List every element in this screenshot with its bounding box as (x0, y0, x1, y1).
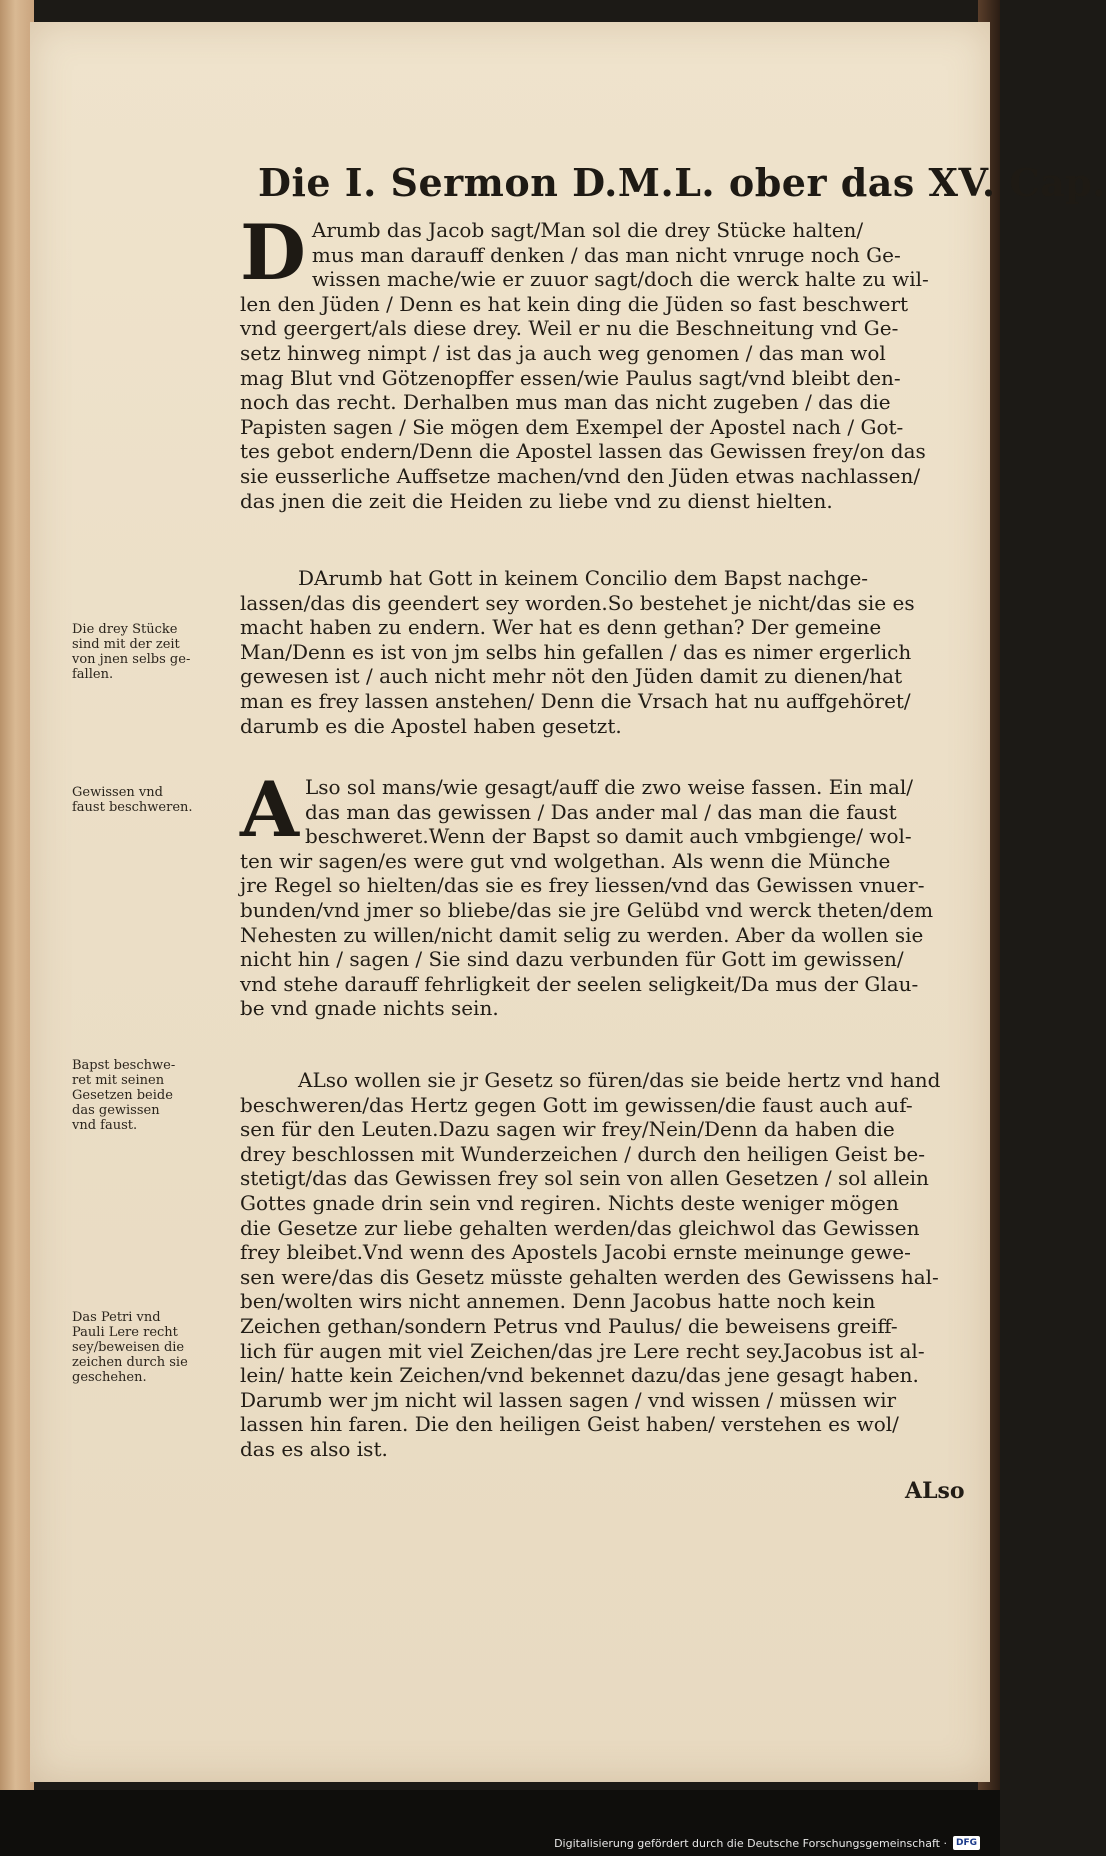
text-line: macht haben zu endern. Wer hat es denn gethan? Der gemeine (240, 615, 882, 640)
text-line: Zeichen gethan/sondern Petrus vnd Paulus/ die beweisens greiff- (240, 1313, 898, 1338)
text-line: tes gebot endern/Denn die Apostel lassen das Gewissen frey/on das (240, 439, 926, 464)
text-line: ALso wollen sie jr Gesetz so füren/das sie beide hertz vnd hand (298, 1068, 941, 1092)
text-line: die Gesetze zur liebe gehalten werden/das gleichwol das Gewissen (240, 1215, 920, 1240)
text-line: Lso sol mans/wie gesagt/auff die zwo weise fassen. Ein mal/ (304, 775, 914, 799)
catchword: ALso (905, 1478, 965, 1504)
text-line: darumb es die Apostel haben gesetzt. (240, 713, 622, 738)
margin-note-line: von jnen selbs ge- (72, 652, 191, 667)
margin-note-line: faust beschweren. (72, 800, 193, 815)
text-line: be vnd gnade nichts sein. (240, 996, 499, 1021)
text-line: lich für augen mit viel Zeichen/das jre Lere recht sey.Jacobus ist al- (240, 1338, 925, 1363)
margin-note-line: geschehen. (72, 1370, 147, 1385)
margin-note-line: sey/beweisen die (72, 1340, 185, 1355)
text-line: Papisten sagen / Sie mögen dem Exempel der Apostel nach / Got- (240, 414, 904, 439)
margin-note-line: Gesetzen beide (72, 1088, 173, 1103)
margin-note-line: zeichen durch sie (72, 1355, 188, 1370)
margin-note-1 (72, 622, 240, 682)
text-line: das es also ist. (240, 1436, 388, 1461)
paragraph-1 (240, 208, 960, 513)
text-line: Gottes gnade drin sein vnd regiren. Nichts deste weniger mögen (240, 1190, 899, 1215)
text-line: bunden/vnd jmer so bliebe/das sie jre Gelübd vnd werck theten/dem (240, 897, 934, 922)
text-line: Man/Denn es ist von jm selbs hin gefallen / das es nimer ergerlich (240, 639, 912, 664)
margin-note-line: vnd faust. (72, 1118, 138, 1133)
text-line: Arumb das Jacob sagt/Man sol die drey Stücke halten/ (311, 218, 864, 242)
margin-note-line: Das Petri vnd (72, 1310, 161, 1325)
text-line: sen were/das dis Gesetz müsste gehalten werden des Gewissens hal- (240, 1264, 939, 1289)
text-line: ten wir sagen/es were gut vnd wolgethan. Als wenn die Münche (240, 848, 891, 873)
text-line: setz hinweg nimpt / ist das ja auch weg genomen / das man wol (240, 340, 886, 365)
text-line: vnd stehe darauff fehrligkeit der seelen seligkeit/Da mus der Glau- (240, 971, 919, 996)
text-line: lassen hin faren. Die den heiligen Geist haben/ verstehen es wol/ (240, 1412, 899, 1437)
text-line: ben/wolten wirs nicht annemen. Denn Jacobus hatte noch kein (240, 1289, 876, 1314)
text-line: das man das gewissen / Das ander mal / das man die faust (304, 799, 897, 824)
text-line: sen für den Leuten.Dazu sagen wir frey/Nein/Denn da haben die (240, 1117, 895, 1142)
margin-note-3 (72, 1058, 240, 1133)
text-line: Nehesten zu willen/nicht damit selig zu werden. Aber da wollen sie (240, 922, 924, 947)
margin-note-line: Die drey Stücke (72, 622, 178, 637)
margin-note-2 (72, 785, 240, 815)
dfg-logo-icon: DFG (953, 1836, 980, 1850)
page-edge-left (0, 0, 34, 1790)
text-line: gewesen ist / auch nicht mehr nöt den Jüden damit zu dienen/hat (240, 664, 903, 689)
text-line: das jnen die zeit die Heiden zu liebe vnd zu dienst hielten. (240, 488, 833, 513)
paragraph-3 (240, 765, 960, 1021)
text-line: nicht hin / sagen / Sie sind dazu verbunden für Gott im gewissen/ (240, 947, 904, 972)
margin-note-4 (72, 1310, 240, 1385)
text-line: sie eusserliche Auffsetze machen/vnd den Jüden etwas nachlassen/ (240, 463, 921, 488)
margin-note-line: fallen. (72, 667, 114, 682)
text-line: beschweren/das Hertz gegen Gott im gewissen/die faust auch auf- (240, 1092, 913, 1117)
text-line: drey beschlossen mit Wunderzeichen / durch den heiligen Geist be- (240, 1141, 925, 1166)
text-line: Darumb wer jm nicht wil lassen sagen / vnd wissen / müssen wir (240, 1387, 897, 1412)
text-line: vnd geergert/als diese drey. Weil er nu die Beschneitung vnd Ge- (240, 316, 899, 341)
text-line: man es frey lassen anstehen/ Denn die Vrsach hat nu auffgehöret/ (240, 688, 911, 713)
text-line: wissen mache/wie er zuuor sagt/doch die werck halte zu wil- (311, 267, 929, 292)
text-line: DArumb hat Gott in keinem Concilio dem Bapst nachge- (298, 566, 869, 590)
text-line: lein/ hatte kein Zeichen/vnd bekennet dazu/das jene gesagt haben. (240, 1363, 919, 1388)
text-line: noch das recht. Derhalben mus man das nicht zugeben / das die (240, 390, 891, 415)
paragraph-2 (240, 566, 960, 738)
text-line: mag Blut vnd Götzenopffer essen/wie Paulus sagt/vnd bleibt den- (240, 365, 901, 390)
scanner-bottom-band (0, 1790, 1000, 1856)
margin-note-line: Pauli Lere recht (72, 1325, 178, 1340)
dropcap: A (240, 765, 299, 854)
text-line: stetigt/das das Gewissen frey sol sein von allen Gesetzen / sol allein (240, 1166, 929, 1191)
text-line: len den Jüden / Denn es hat kein ding die Jüden so fast beschwert (240, 291, 909, 316)
margin-note-line: Gewissen vnd (72, 785, 163, 800)
paragraph-4 (240, 1068, 960, 1462)
running-title: Die I. Sermon D.M.L. ober das XV. Cap. (258, 160, 1106, 205)
dropcap: D (240, 208, 306, 297)
margin-note-line: das gewissen (72, 1103, 160, 1118)
text-line: mus man darauff denken / das man nicht vnruge noch Ge- (311, 242, 901, 267)
text-line: jre Regel so hielten/das sie es frey liessen/vnd das Gewissen vnuer- (240, 873, 925, 898)
credit-text: Digitalisierung gefördert durch die Deutsche Forschungsgemeinschaft · (554, 1836, 947, 1850)
text-line: beschweret.Wenn der Bapst so damit auch vmbgienge/ wol- (304, 824, 912, 849)
text-line: frey bleibet.Vnd wenn des Apostels Jacobi ernste meinunge gewe- (240, 1240, 911, 1265)
text-line: lassen/das dis geendert sey worden.So bestehet je nicht/das sie es (240, 590, 915, 615)
margin-note-line: ret mit seinen (72, 1073, 165, 1088)
digitization-credit (554, 1836, 980, 1850)
margin-note-line: Bapst beschwe- (72, 1058, 176, 1073)
margin-note-line: sind mit der zeit (72, 637, 180, 652)
